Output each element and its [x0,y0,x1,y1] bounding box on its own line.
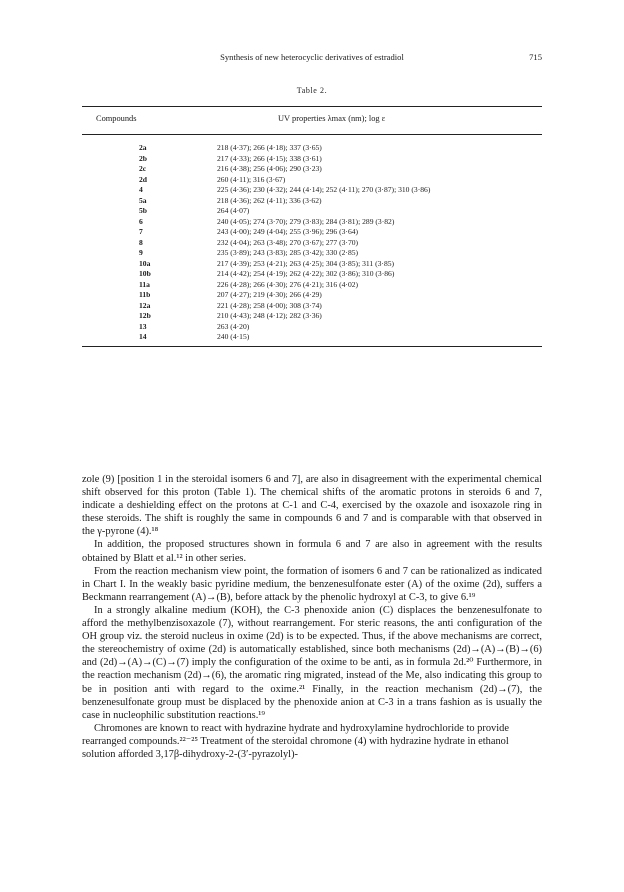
column-header-compounds: Compounds [96,114,137,123]
compound-cell [82,301,161,312]
compound-label: 2c [139,164,147,173]
uv-cell: 232 (4·04); 263 (3·48); 270 (3·67); 277 (3·70) [217,237,359,247]
table-row [82,206,542,217]
compound-cell [82,227,161,238]
compound-label: 12a [139,300,151,310]
table-row [82,269,542,280]
compound-cell [82,311,161,322]
compound-label: 11b [139,290,151,299]
table-top-rule [82,106,542,107]
uv-cell: 221 (4·28); 258 (4·00); 308 (3·74) [217,300,322,310]
table-row [82,301,542,312]
page-number: 715 [529,52,542,62]
table-row [82,164,542,175]
table-row [82,143,542,154]
table-row [82,311,542,322]
table-row [82,238,542,249]
compound-label: 2d [139,174,148,184]
compound-cell [82,206,161,217]
uv-cell: 243 (4·00); 249 (4·04); 255 (3·96); 296 (3·64) [217,227,359,236]
table-row [82,175,542,186]
column-header-uv: UV properties λmax (nm); log ε [278,114,386,123]
compound-cell [82,269,161,280]
uv-cell: 263 (4·20) [217,321,250,331]
compound-cell [82,259,161,270]
uv-cell: 240 (4·15) [217,332,250,341]
uv-cell: 218 (4·36); 262 (4·11); 336 (3·62) [217,195,322,205]
paragraph: Chromones are known to react with hydrazine hydrate and hydroxylamine hydrochloride to provide rearranged compounds.²²⁻²⁵ Treatment of the steroidal chromone (4) with hydrazine hydrate in ethanol solution afforded 3,17β-dihydroxy-2-(3′-pyrazolyl)- [82,722,509,760]
compound-label: 10a [139,258,151,268]
compound-cell [82,322,161,333]
compound-label: 10b [139,269,151,278]
compound-label: 7 [139,227,143,236]
table-row [82,332,542,343]
uv-cell: 226 (4·28); 266 (4·30); 276 (4·21); 316 (4·02) [217,279,359,289]
table-row [82,248,542,259]
table-row [82,185,542,196]
compound-cell [82,154,161,165]
uv-cell: 210 (4·43); 248 (4·12); 282 (3·36) [217,311,322,320]
compound-cell [82,248,161,259]
compound-label: 2a [139,143,147,152]
uv-cell: 216 (4·38); 256 (4·06); 290 (3·23) [217,164,322,173]
table-row [82,196,542,207]
table-row [82,322,542,333]
compound-cell [82,143,161,154]
compound-cell [82,196,161,207]
compound-label: 5a [139,195,147,205]
paragraph: In addition, the proposed structures shown in formula 6 and 7 are also in agreement with the results obtained by Blatt et al.¹² in other series. [82,539,542,564]
compound-label: 13 [139,321,147,331]
body-text [82,473,542,761]
compound-cell [82,164,161,175]
compound-cell [82,175,161,186]
table-caption: Table 2. [296,86,328,95]
compound-label: 8 [139,237,143,247]
compound-label: 14 [139,332,147,341]
uv-cell: 218 (4·37); 266 (4·18); 337 (3·65) [217,143,322,152]
paragraph: From the reaction mechanism view point, the formation of isomers 6 and 7 can be rationalized as indicated in Chart I. In the weakly basic pyridine medium, the benzenesulfonate ester (A) of the oxime (2d), suffers a Beckmann rearrangement (A)→(B), before attack by the phenolic hydroxyl at C-3, to give 6.¹⁹ [82,565,542,603]
uv-cell: 207 (4·27); 219 (4·30); 266 (4·29) [217,290,322,299]
uv-cell: 264 (4·07) [217,206,250,215]
compound-label: 9 [139,248,143,257]
table-row [82,280,542,291]
uv-cell: 217 (4·39); 253 (4·21); 263 (4·25); 304 (3·85); 311 (3·85) [217,258,395,268]
compound-label: 11a [139,279,150,289]
compound-cell [82,332,161,343]
compound-cell [82,185,161,196]
running-head [82,52,542,66]
table-row [82,227,542,238]
uv-cell: 225 (4·36); 230 (4·32); 244 (4·14); 252 (4·11); 270 (3·87); 310 (3·86) [217,185,431,194]
running-title: Synthesis of new heterocyclic derivatives of estradiol [220,52,404,62]
uv-cell: 217 (4·33); 266 (4·15); 338 (3·61) [217,153,322,163]
table-row [82,259,542,270]
table-row [82,290,542,301]
uv-cell: 240 (4·05); 274 (3·70); 279 (3·83); 284 (3·81); 289 (3·82) [217,216,395,226]
table-header-rule [82,134,542,135]
paragraph: zole (9) [position 1 in the steroidal isomers 6 and 7], are also in disagreement with the experimental chemical shift observed for this proton (Table 1). The chemical shifts of the aromatic protons in steroids 6 and 7, indicate a deshielding effect on the protons at C-1 and C-4, exercised by the oxazole and isoxazole ring in these steroids. The shift is roughly the same in compounds 6 and 7 and is comparable with that observed in the γ-pyrone (4).¹⁸ [82,474,542,538]
compound-label: 6 [139,216,143,226]
compound-cell [82,280,161,291]
compound-label: 4 [139,185,143,194]
table-row [82,217,542,228]
table-body [82,143,542,343]
uv-cell: 235 (3·89); 243 (3·83); 285 (3·42); 330 (2·85) [217,248,359,257]
table-bottom-rule [82,346,542,347]
compound-label: 5b [139,206,148,215]
uv-cell: 214 (4·42); 254 (4·19); 262 (4·22); 302 (3·86); 310 (3·86) [217,269,395,278]
table-row [82,154,542,165]
compound-cell [82,217,161,228]
compound-cell [82,290,161,301]
compound-label: 12b [139,311,151,320]
paragraph: In a strongly alkaline medium (KOH), the C-3 phenoxide anion (C) displaces the benzenesulfonate to afford the methylbenzisoxazole (7), without rearrangement. For steric reasons, the anti configuration of the OH group viz. the steroid nucleus in oxime (2d) is to be expected. Thus, if the above mechanisms are correct, the stereochemistry of oxime (2d) is automatically established, since both mechanisms (2d)→(A)→(B)→(6) and (2d)→(A)→(C)→(7) imply the configuration of the oxime to be anti, as in formula 2d.²⁰ Furthermore, in the reaction mechanism (2d)→(6), the aromatic ring migrated, instead of the Me, also indicating this group to be in position anti with regard to the oxime.²¹ Finally, in the reaction mechanism (2d)→(7), the benzenesulfonate group must be displaced by the phenoxide anion at C-3 in a trans fashion as is usually the case in nucleophilic substitution reactions.¹⁹ [82,604,542,721]
compound-cell [82,238,161,249]
compound-label: 2b [139,153,148,163]
uv-cell: 260 (4·11); 316 (3·67) [217,174,286,184]
